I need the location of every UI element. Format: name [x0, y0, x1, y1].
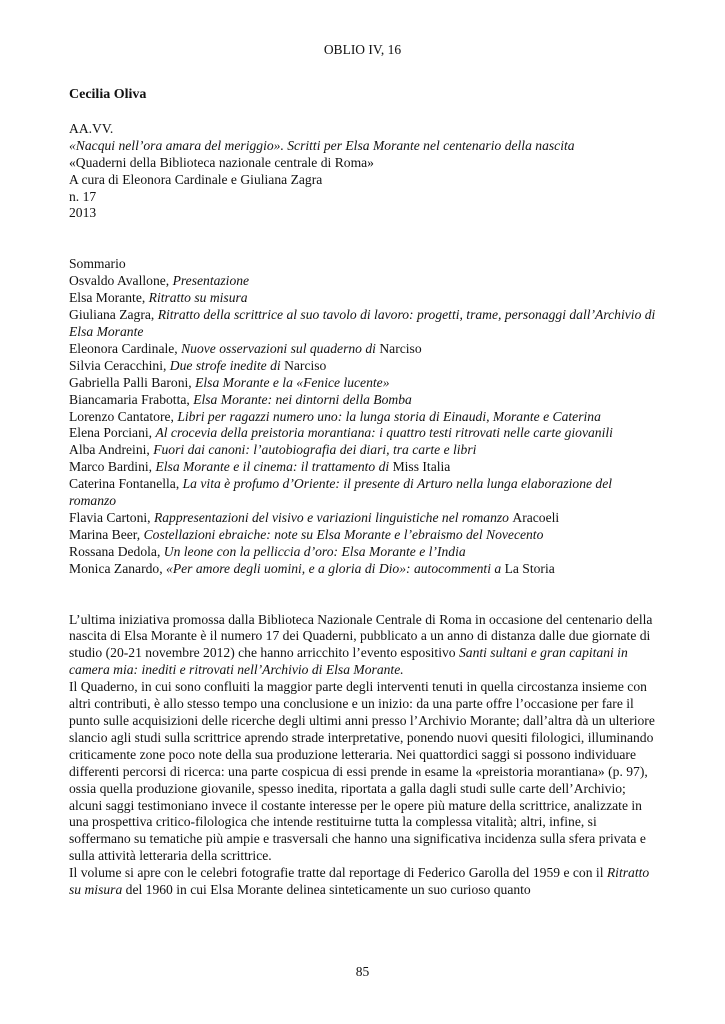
- summary-entry-title: Ritratto della scrittrice al suo tavolo di lavoro: progetti, trame, personaggi dall’Archivio di Elsa Morante: [69, 307, 656, 339]
- book-year: 2013: [69, 205, 97, 221]
- summary-entry: [69, 290, 659, 307]
- summary-heading: Sommario: [69, 256, 126, 272]
- summary-entry-title: Libri per ragazzi numero uno: la lunga storia di Einaudi, Morante e Caterina: [177, 408, 601, 424]
- summary-entry: [69, 459, 659, 476]
- summary-entry-author: Silvia Ceracchini,: [69, 357, 170, 373]
- summary-entry: [69, 341, 659, 358]
- summary-entry-author: Rossana Dedola,: [69, 543, 164, 559]
- summary-entry: [69, 510, 659, 527]
- summary-entry: [69, 375, 659, 392]
- book-number: n. 17: [69, 188, 97, 204]
- summary-entry: [69, 307, 659, 341]
- summary-entry-title: Presentazione: [172, 273, 250, 289]
- summary-entry-title: Nuove osservazioni sul quaderno di: [181, 340, 380, 356]
- book-series: «Quaderni della Biblioteca nazionale centrale di Roma»: [69, 154, 374, 170]
- summary-entry-title: Un leone con la pelliccia d’oro: Elsa Morante e l’India: [163, 543, 466, 559]
- summary-entry: [69, 392, 659, 409]
- summary-entry-author: Osvaldo Avallone,: [69, 273, 173, 289]
- body-paragraph-3: Il volume si apre con le celebri fotografie tratte dal reportage di Federico Garolla del 1959 e con il Ritratto su misura del 1960 in cui Elsa Morante delinea sinteticamente un suo curioso quanto: [69, 865, 650, 898]
- summary-entry-work: Narciso: [284, 357, 327, 373]
- summary-section: [69, 256, 659, 577]
- summary-entry-title: Costellazioni ebraiche: note su Elsa Morante e l’ebraismo del Novecento: [143, 526, 544, 542]
- book-aa: AA.VV.: [69, 120, 114, 136]
- summary-entry-title: Due strofe inedite di: [169, 357, 285, 373]
- summary-entry-author: Biancamaria Frabotta,: [69, 391, 194, 407]
- book-editors: A cura di Eleonora Cardinale e Giuliana Zagra: [69, 171, 323, 187]
- summary-entry-title: Al crocevia della preistoria morantiana: i quattro testi ritrovati nelle carte giovanili: [155, 425, 613, 441]
- summary-entry-author: Monica Zanardo,: [69, 560, 167, 576]
- book-details: [69, 121, 659, 222]
- book-title: «Nacqui nell’ora amara del meriggio». Scritti per Elsa Morante nel centenario della nascita: [69, 137, 575, 153]
- summary-entry-title: Elsa Morante: nei dintorni della Bomba: [193, 391, 412, 407]
- body-paragraph-1: L’ultima iniziativa promossa dalla Biblioteca Nazionale Centrale di Roma in occasione del centenario della nascita di Elsa Morante è il numero 17 dei Quaderni, pubblicato a un anno di distanza dalle due giornate di studio (20-21 novembre 2012) che hanno arricchito l’evento espositivo Santi sultani e gran capitani in camera mia: inediti e ritrovati nell’Archivio di Elsa Morante.: [69, 611, 653, 678]
- summary-entry-author: Caterina Fontanella,: [69, 476, 183, 492]
- summary-entry: [69, 273, 659, 290]
- review-body: [69, 612, 659, 899]
- summary-entry: [69, 358, 659, 375]
- summary-entry-work: Aracoeli: [512, 509, 560, 525]
- summary-entry-author: Elsa Morante,: [69, 290, 149, 306]
- page-number: 85: [355, 964, 370, 979]
- review-author: Cecilia Oliva: [69, 87, 147, 102]
- summary-list: [69, 273, 659, 577]
- summary-entry-author: Marina Beer,: [69, 526, 144, 542]
- summary-entry-title: Rappresentazioni del visivo e variazioni linguistiche nel romanzo: [153, 509, 513, 525]
- summary-entry-author: Lorenzo Cantatore,: [69, 408, 178, 424]
- summary-entry: [69, 476, 659, 510]
- summary-entry-author: Elena Porciani,: [69, 425, 156, 441]
- summary-entry-author: Flavia Cartoni,: [69, 509, 154, 525]
- review-content: [69, 87, 659, 899]
- summary-entry-work: Narciso: [379, 340, 422, 356]
- summary-entry: [69, 527, 659, 544]
- summary-entry: [69, 409, 659, 426]
- summary-entry: [69, 442, 659, 459]
- summary-entry-author: Giuliana Zagra,: [69, 307, 158, 323]
- body-paragraph-2: Il Quaderno, in cui sono confluiti la maggior parte degli interventi tenuti in quella circostanza insieme con altri contributi, è allo stesso tempo una conclusione e un inizio: da una parte offre l’occasione per fare il punto sulle acquisizioni delle ricerche degli ultimi anni presso l’Archivio Morante; dall’altra dà un ulteriore slancio agli studi sulla scrittrice aprendo strade interpretative, ponendo nuovi quesiti filologici, illuminando criticamente zone poco note della sua produzione letteraria. Nei quattordici saggi si possono individuare differenti percorsi di ricerca: una parte cospicua di essi prende in esame la «preistoria morantiana» (p. 97), ossia quella produzione giovanile, spesso inedita, riportata a galla dagli studi sulle carte dell’Archivio; alcuni saggi testimoniano invece il costante interesse per le opere più mature della scrittrice, analizzate in una prospettiva critico-filologica che intende restituirne tutta la complessa vitalità; altri, infine, si soffermano su tematiche più ampie e trasversali che hanno una significativa incidenza sulla sfera privata e sulla attività letteraria della scrittrice.: [69, 679, 655, 864]
- summary-entry: [69, 544, 659, 561]
- summary-entry-title: Elsa Morante e la «Fenice lucente»: [195, 374, 390, 390]
- summary-entry-author: Marco Bardini,: [69, 459, 156, 475]
- summary-entry-title: Fuori dai canoni: l’autobiografia dei diari, tra carte e libri: [153, 442, 477, 458]
- summary-entry-author: Eleonora Cardinale,: [69, 340, 182, 356]
- running-header: OBLIO IV, 16: [323, 42, 402, 57]
- summary-entry-author: Gabriella Palli Baroni,: [69, 374, 196, 390]
- summary-entry-title: Ritratto su misura: [148, 290, 248, 306]
- summary-entry-title: Elsa Morante e il cinema: il trattamento di: [155, 459, 393, 475]
- summary-entry-work: La Storia: [504, 560, 555, 576]
- summary-entry: [69, 425, 659, 442]
- summary-entry-title: «Per amore degli uomini, e a gloria di Dio»: autocommenti a: [166, 560, 505, 576]
- summary-entry: [69, 561, 659, 578]
- summary-entry-title: La vita è profumo d’Oriente: il presente di Arturo nella lunga elaborazione del romanzo: [69, 476, 613, 509]
- summary-entry-work: Miss Italia: [392, 459, 451, 475]
- summary-entry-author: Alba Andreini,: [69, 442, 154, 458]
